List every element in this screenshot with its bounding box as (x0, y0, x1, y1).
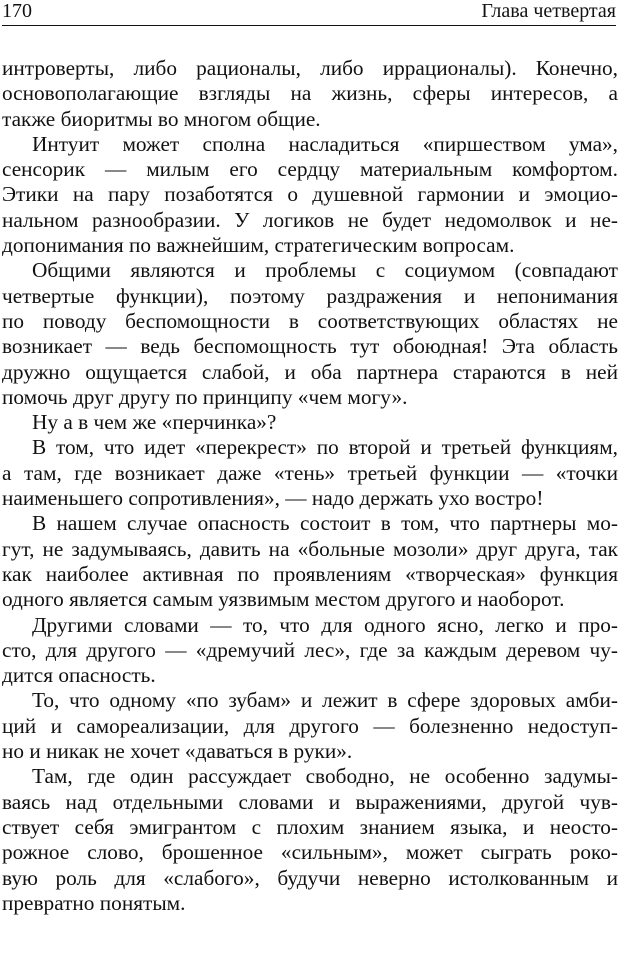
text-line: четвертые функции), поэтому раздражения и непонимания (2, 283, 618, 308)
text-line: рожное слово, брошенное «сильным», может сыграть роко- (2, 840, 618, 865)
text-line: нальном разнообразии. У логиков не будет недомолвок и не- (2, 207, 618, 232)
paragraph (2, 258, 618, 410)
paragraph (2, 132, 618, 258)
text-line: сенсорик — милым его сердцу материальным комфортом. (2, 157, 618, 182)
text-line: наименьшего сопротивления», — надо держать ухо востро! (2, 486, 544, 511)
text-line: дится опасность. (2, 663, 156, 688)
paragraph (2, 410, 618, 435)
text-line: интроверты, либо рационалы, либо иррационалы). Конечно, (2, 56, 618, 80)
text-line: как наиболее активная по проявлениям «творческая» функция (2, 561, 618, 586)
text-line: допонимания по важнейшим, стратегическим вопросам. (2, 233, 515, 258)
text-line: превратно понятым. (2, 890, 186, 915)
paragraph (2, 511, 618, 612)
text-line: помочь друг другу по принципу «чем могу». (2, 384, 408, 409)
text-line: В том, что идет «перекрест» по второй и третьей функциям, (32, 435, 618, 460)
text-line: дружно ощущается слабой, и оба партнера стараются в ней (2, 359, 618, 384)
text-line: ваясь над отдельными словами и выражениями, другой чув- (2, 789, 618, 814)
text-line: Другими словами — то, что для одного ясно, легко и про- (32, 612, 618, 637)
body-text (2, 56, 618, 916)
text-line: гут, не задумываясь, давить на «больные мозоли» друг друга, так (2, 536, 618, 561)
paragraph (2, 56, 618, 132)
text-line: сто, для другого — «дремучий лес», где за каждым деревом чу- (2, 637, 618, 662)
paragraph (2, 613, 618, 689)
text-line: То, что одному «по зубам» и лежит в сфере здоровых амби- (32, 688, 618, 713)
text-line: вую роль для «слабого», будучи неверно истолкованным и (2, 865, 618, 890)
text-line: возникает — ведь беспомощность тут обоюдная! Эта область (2, 334, 618, 359)
header-rule (2, 25, 616, 26)
text-line: одного является самым уязвимым местом другого и наоборот. (2, 587, 565, 612)
chapter-title: Глава четвертая (481, 0, 616, 22)
running-header (2, 0, 616, 24)
text-line: ствует себя эмигрантом с плохим знанием языка, и неосто- (2, 814, 618, 839)
page-number: 170 (2, 0, 32, 22)
text-line: основополагающие взгляды на жизнь, сферы интересов, а (2, 81, 618, 106)
text-line: а там, где возникает даже «тень» третьей функции — «точки (2, 460, 618, 485)
text-line: по поводу беспомощности в соответствующих областях не (2, 308, 618, 333)
text-line: Общими являются и проблемы с социумом (совпадают (32, 258, 618, 283)
text-line: Интуит может сполна насладиться «пиршеством ума», (32, 131, 618, 156)
text-line: Там, где один рассуждает свободно, не особенно задумы- (32, 764, 618, 789)
text-line: Ну а в чем же «перчинка»? (32, 410, 277, 435)
text-line: Этики на пару позаботятся о душевной гармонии и эмоцио- (2, 182, 618, 207)
paragraph (2, 688, 618, 764)
paragraph (2, 435, 618, 511)
text-line: ций и самореализации, для другого — болезненно недоступ- (2, 713, 618, 738)
text-line: также биоритмы во многом общие. (2, 106, 321, 131)
text-line: В нашем случае опасность состоит в том, что партнеры мо- (32, 511, 618, 536)
paragraph (2, 764, 618, 916)
text-line: но и никак не хочет «даваться в руки». (2, 739, 353, 764)
